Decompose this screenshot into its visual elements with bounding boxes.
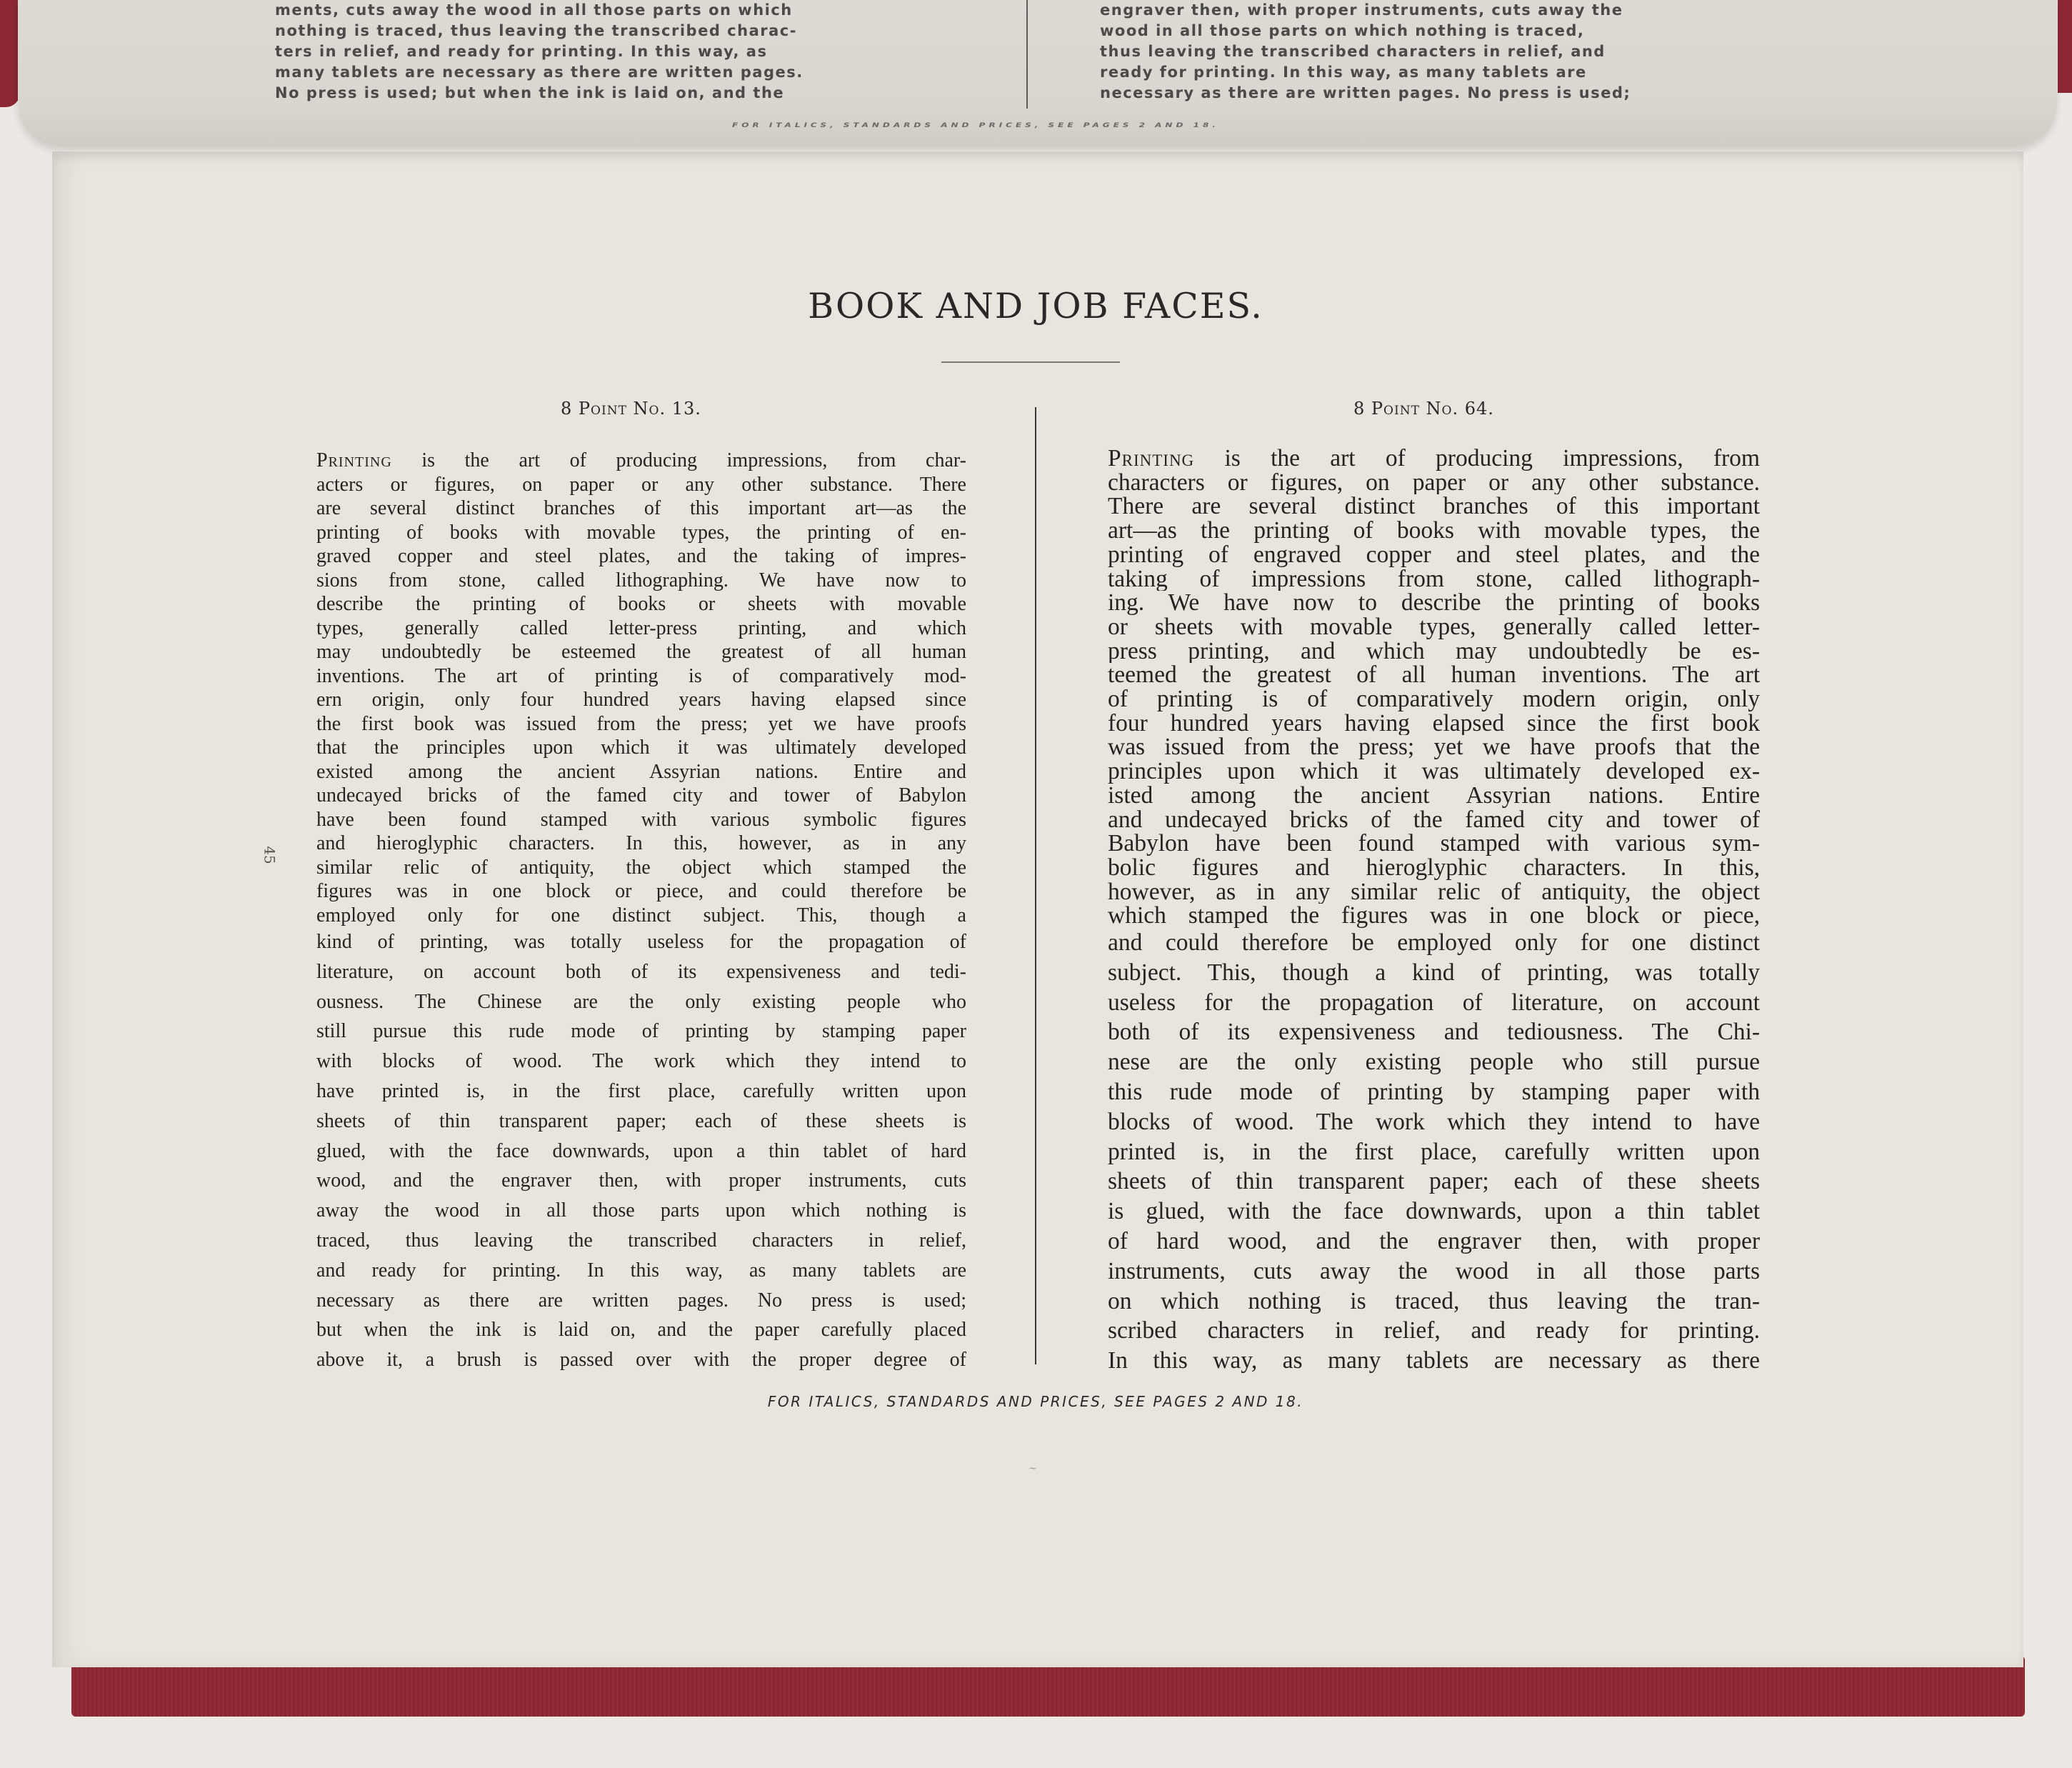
- previous-page-left-column: [275, 0, 971, 104]
- text-line: away the wood in all those parts upon which nothing is: [316, 1199, 966, 1222]
- text-line: describe the printing of books or sheets with movable: [316, 593, 966, 615]
- previous-page-column-rule: [1026, 0, 1028, 109]
- right-column-heading: 8 Point No. 64.: [1353, 399, 1494, 419]
- text-line: and hieroglyphic characters. In this, however, as in any: [316, 832, 966, 854]
- text-line: undecayed bricks of the famed city and tower of Babylon: [316, 784, 966, 806]
- column-divider-rule: [1035, 407, 1036, 1364]
- text-line: still pursue this rude mode of printing by stamping paper: [316, 1020, 966, 1043]
- text-line: is glued, with the face downwards, upon a thin tablet: [1108, 1198, 1760, 1225]
- text-line: printed is, in the first place, carefully written upon: [1108, 1138, 1760, 1165]
- text-line: graved copper and steel plates, and the taking of impres-: [316, 545, 966, 567]
- text-line: have printed is, in the first place, carefully written upon: [316, 1079, 966, 1102]
- text-line: acters or figures, on paper or any other substance. There: [316, 473, 966, 496]
- text-line: principles upon which it was ultimately developed ex-: [1108, 759, 1760, 784]
- text-line: but when the ink is laid on, and the paper carefully placed: [316, 1319, 966, 1342]
- text-line: nese are the only existing people who still pursue: [1108, 1049, 1760, 1076]
- text-line: on which nothing is traced, thus leaving the tran-: [1108, 1287, 1760, 1314]
- previous-page-text-line: ments, cuts away the wood in all those parts on which: [275, 1, 793, 19]
- text-line: kind of printing, was totally useless for the propagation of: [316, 931, 966, 953]
- text-line: inventions. The art of printing is of comparatively mod-: [316, 664, 966, 687]
- text-line: There are several distinct branches of this important: [1108, 494, 1760, 519]
- text-line: printing of engraved copper and steel plates, and the: [1108, 542, 1760, 567]
- text-line: Babylon have been found stamped with various sym-: [1108, 831, 1760, 856]
- text-line: In this way, as many tablets are necessary as there: [1108, 1347, 1760, 1374]
- text-line: of hard wood, and the engraver then, with proper: [1108, 1228, 1760, 1255]
- text-line: ousness. The Chinese are the only existing people who: [316, 990, 966, 1013]
- text-line: however, as in any similar relic of antiquity, the object: [1108, 879, 1760, 904]
- text-line: printing of books with movable types, the printing of en-: [316, 521, 966, 544]
- text-line: scribed characters in relief, and ready for printing.: [1108, 1317, 1760, 1344]
- right-column-text: [1108, 446, 1760, 1376]
- text-line: with blocks of wood. The work which they intend to: [316, 1050, 966, 1073]
- previous-page-curl: [18, 0, 2057, 146]
- text-line: Printing is the art of producing impressions, from char-: [316, 449, 966, 471]
- book-cover-left-edge: [0, 0, 20, 107]
- text-line: four hundred years having elapsed since the first book: [1108, 711, 1760, 736]
- text-line: figures was in one block or piece, and could therefore be: [316, 880, 966, 902]
- drop-word: Printing: [1108, 446, 1195, 471]
- text-line: which stamped the figures was in one block or piece,: [1108, 904, 1760, 929]
- previous-page-text-line: No press is used; but when the ink is laid on, and the: [275, 84, 785, 101]
- page-footer-note: FOR ITALICS, STANDARDS AND PRICES, SEE PAGES 2 AND 18.: [767, 1393, 1304, 1410]
- text-line: may undoubtedly be esteemed the greatest of all human: [316, 641, 966, 663]
- text-line: useless for the propagation of literature, on account: [1108, 989, 1760, 1016]
- text-line: existed among the ancient Assyrian nations. Entire and: [316, 760, 966, 783]
- page-ornament-mark: ~: [1029, 1463, 1037, 1474]
- text-line: and ready for printing. In this way, as many tablets are: [316, 1259, 966, 1282]
- text-line: taking of impressions from stone, called lithograph-: [1108, 566, 1760, 591]
- left-column-heading: 8 Point No. 13.: [561, 399, 701, 419]
- text-line: glued, with the face downwards, upon a thin tablet of hard: [316, 1139, 966, 1162]
- previous-page-text-line: engraver then, with proper instruments, cuts away the: [1100, 1, 1623, 19]
- previous-page-text-line: wood in all those parts on which nothing is traced,: [1100, 22, 1585, 39]
- text-line: wood, and the engraver then, with proper instruments, cuts: [316, 1169, 966, 1192]
- text-line: traced, thus leaving the transcribed characters in relief,: [316, 1229, 966, 1252]
- text-line: art—as the printing of books with movable types, the: [1108, 519, 1760, 543]
- text-line: ing. We have now to describe the printing of books: [1108, 591, 1760, 615]
- text-line: the first book was issued from the press; yet we have proofs: [316, 712, 966, 735]
- previous-page-text-line: necessary as there are written pages. No press is used;: [1100, 84, 1631, 101]
- text-line: of printing is of comparatively modern origin, only: [1108, 687, 1760, 711]
- text-line: sheets of thin transparent paper; each of these sheets is: [316, 1109, 966, 1132]
- page-number: 45: [261, 846, 279, 864]
- previous-page-text-line: ready for printing. In this way, as many tablets are: [1100, 64, 1587, 81]
- text-line: or sheets with movable types, generally called letter-: [1108, 614, 1760, 639]
- text-line: blocks of wood. The work which they intend to have: [1108, 1108, 1760, 1135]
- text-line: that the principles upon which it was ultimately developed: [316, 736, 966, 759]
- text-line: and could therefore be employed only for one distinct: [1108, 929, 1760, 957]
- previous-page-footer: FOR ITALICS, STANDARDS AND PRICES, SEE PAGES 2 AND 18.: [732, 121, 1219, 129]
- previous-page-text-line: thus leaving the transcribed characters in relief, and: [1100, 43, 1606, 60]
- text-line: press printing, and which may undoubtedly be es-: [1108, 639, 1760, 664]
- text-line: necessary as there are written pages. No press is used;: [316, 1289, 966, 1312]
- text-line: characters or figures, on paper or any other substance.: [1108, 470, 1760, 495]
- text-line: this rude mode of printing by stamping paper with: [1108, 1079, 1760, 1106]
- text-line: sheets of thin transparent paper; each of these sheets: [1108, 1168, 1760, 1195]
- text-line: are several distinct branches of this important art—as the: [316, 497, 966, 519]
- drop-word: Printing: [316, 449, 392, 471]
- text-line: instruments, cuts away the wood in all those parts: [1108, 1257, 1760, 1284]
- book-cover-right-edge: [2058, 0, 2072, 93]
- text-line: both of its expensiveness and tediousness. The Chi-: [1108, 1019, 1760, 1046]
- previous-page-right-column: [1100, 0, 1796, 104]
- previous-page-text-line: nothing is traced, thus leaving the transcribed charac-: [275, 22, 797, 39]
- text-line: types, generally called letter-press printing, and which: [316, 616, 966, 639]
- text-line: and undecayed bricks of the famed city and tower of: [1108, 807, 1760, 832]
- text-line: have been found stamped with various symbolic figures: [316, 808, 966, 831]
- text-line: literature, on account both of its expensiveness and tedi-: [316, 960, 966, 983]
- text-line: was issued from the press; yet we have proofs that the: [1108, 735, 1760, 760]
- text-line: sions from stone, called lithographing. We have now to: [316, 569, 966, 591]
- title-rule: [941, 361, 1120, 363]
- text-line: above it, a brush is passed over with the proper degree of: [316, 1349, 966, 1372]
- text-line: ern origin, only four hundred years having elapsed since: [316, 689, 966, 711]
- text-line: bolic figures and hieroglyphic characters. In this,: [1108, 855, 1760, 880]
- text-line: employed only for one distinct subject. This, though a: [316, 904, 966, 927]
- previous-page-text-line: many tablets are necessary as there are written pages.: [275, 64, 804, 81]
- text-line: teemed the greatest of all human inventions. The art: [1108, 663, 1760, 688]
- previous-page-text-line: ters in relief, and ready for printing. In this way, as: [275, 43, 768, 60]
- text-line: similar relic of antiquity, the object which stamped the: [316, 856, 966, 879]
- page-title: BOOK AND JOB FACES.: [808, 286, 1263, 326]
- text-line: subject. This, though a kind of printing, was totally: [1108, 959, 1760, 986]
- left-column-text: [316, 449, 966, 1375]
- text-line: isted among the ancient Assyrian nations. Entire: [1108, 783, 1760, 808]
- text-line: Printing is the art of producing impressions, from: [1108, 446, 1760, 471]
